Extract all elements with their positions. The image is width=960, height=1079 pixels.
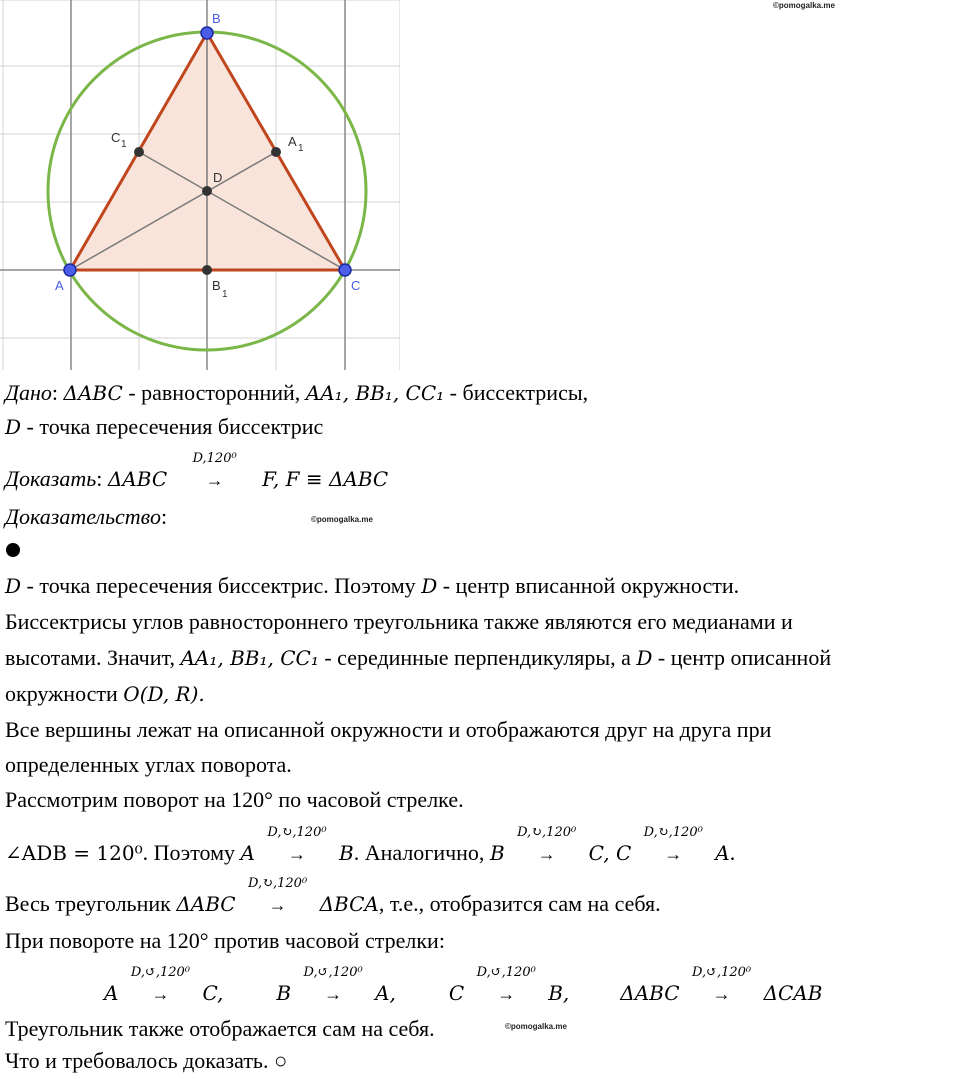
given-text-3: - точка пересечения биссектрис	[21, 414, 324, 439]
given-text-1: - равносторонний,	[122, 380, 306, 405]
cw-sup-3: D,↻,120⁰	[643, 825, 703, 840]
p9-abc: ΔABC	[176, 892, 236, 916]
cw-sup-4: D,↻,120⁰	[248, 876, 308, 891]
vertex-b	[201, 27, 213, 39]
geometry-figure	[0, 0, 400, 370]
proof-line-11: Треугольник также отображается сам на себя.	[5, 1016, 435, 1041]
p3-text-2: - серединные перпендикуляры, а	[318, 645, 637, 670]
given-point-d: D	[5, 415, 22, 439]
p4-text: окружности	[5, 681, 124, 706]
p8-a2: A	[715, 841, 730, 865]
prove-line: Доказать: ΔABC D,120⁰ → F, F ≡ ΔABC	[5, 464, 388, 495]
label-b1-sub: 1	[222, 289, 228, 300]
cw-sup-2: D,↻,120⁰	[517, 825, 577, 840]
ccw-arrow-1: D,↺,120⁰ →	[118, 978, 202, 1009]
given-line-2	[5, 412, 323, 442]
cw-arrow-2: D,↻,120⁰ →	[505, 838, 589, 869]
vertex-c	[339, 264, 351, 276]
label-d: D	[213, 170, 223, 185]
given-bisectors: AA₁, BB₁, CC₁	[305, 381, 445, 405]
proof-heading: Доказательство:	[5, 504, 168, 529]
proof-line-3	[5, 643, 831, 673]
r2-to: A,	[375, 981, 396, 1005]
watermark-bottom: ©pomogalka.me	[505, 1022, 567, 1031]
cw-arrow-1: D,↻,120⁰ →	[255, 838, 339, 869]
p1-text-2: - центр вписанной окружности.	[437, 573, 740, 598]
proof-line-1	[5, 571, 739, 601]
point-a1	[271, 147, 281, 157]
point-c1	[134, 147, 144, 157]
prove-word: Доказать	[5, 466, 97, 491]
proof-line-9	[5, 876, 661, 920]
p8-text-2: . Аналогично,	[353, 840, 490, 865]
label-a: A	[55, 278, 64, 293]
ccw-arrow-3: D,↺,120⁰ →	[464, 978, 548, 1009]
r3-from: C	[448, 981, 465, 1005]
vertex-a	[64, 264, 76, 276]
prove-arrow: D,120⁰ →	[173, 464, 257, 495]
cw-arrow-3: D,↻,120⁰ →	[631, 838, 715, 869]
point-b1	[202, 265, 212, 275]
r2-from: B	[276, 981, 292, 1005]
proof-line-5: Все вершины лежат на описанной окружности и отображаются друг на друга при	[5, 717, 772, 742]
proof-line-7: Рассмотрим поворот на 120° по часовой стрелке.	[5, 787, 464, 812]
p9-text-1: Весь треугольник	[5, 891, 177, 916]
r1-to: C,	[202, 981, 224, 1005]
ccw-sup-2: D,↺,120⁰	[303, 965, 363, 980]
ccw-arrow-2: D,↺,120⁰ →	[291, 978, 375, 1009]
ccw-sup-3: D,↺,120⁰	[476, 965, 536, 980]
proof-line-6: определенных углах поворота.	[5, 752, 292, 777]
proof-word: Доказательство	[5, 504, 161, 529]
p8-b2: B	[489, 841, 505, 865]
p4-circle: O(D, R).	[123, 682, 205, 706]
watermark-top: ©pomogalka.me	[773, 1, 835, 10]
p8-cc: C, C	[588, 841, 632, 865]
watermark-middle: ©pomogalka.me	[311, 515, 373, 524]
p3-bisectors: AA₁, BB₁, CC₁	[180, 646, 319, 670]
label-c1: C	[111, 130, 121, 145]
p1-text-1: - точка пересечения биссектрис. Поэтому	[21, 573, 422, 598]
given-line-1: Дано: ΔABC - равносторонний, AA₁, BB₁, CC₁ - биссектрисы,	[5, 380, 589, 405]
bullet	[6, 543, 20, 557]
p1-d: D	[5, 574, 22, 598]
p8-a: A	[240, 841, 255, 865]
ccw-sup-1: D,↺,120⁰	[130, 965, 191, 980]
label-b1: B	[212, 278, 221, 293]
proof-line-2: Биссектрисы углов равностороннего треугольника также являются его медианами и	[5, 609, 793, 634]
label-c: C	[351, 278, 361, 293]
given-text-2: - биссектрисы,	[444, 380, 589, 405]
prove-left: ΔABC	[107, 467, 168, 491]
p3-text-1: высотами. Значит,	[5, 645, 181, 670]
p9-text-2: , т.е., отобразится сам на себя.	[378, 891, 661, 916]
label-c1-sub: 1	[121, 139, 127, 150]
proof-line-8	[5, 825, 736, 869]
p8-dot: .	[729, 840, 736, 865]
label-b: B	[212, 11, 221, 26]
prove-arrow-sup: D,120⁰	[192, 451, 237, 466]
given-triangle: ΔABC	[63, 381, 123, 405]
label-a1: A	[288, 134, 297, 149]
ccw-rotations-row	[104, 965, 823, 1009]
angle-adb: ∠ADB = 120⁰	[5, 841, 143, 865]
p8-text-1: . Поэтому	[142, 840, 241, 865]
r3-to: B,	[548, 981, 570, 1005]
proof-line-10: При повороте на 120° против часовой стрелки:	[5, 928, 445, 953]
p8-b: B	[339, 841, 354, 865]
ccw-arrow-4: D,↺,120⁰ →	[680, 978, 764, 1009]
ccw-sup-4: D,↺,120⁰	[691, 965, 752, 980]
given-word: Дано	[5, 380, 52, 405]
prove-right: F, F ≡ ΔABC	[262, 467, 389, 491]
r1-from: A	[104, 981, 119, 1005]
p9-bca: ΔBCA	[319, 892, 379, 916]
point-d	[202, 186, 212, 196]
p3-d: D	[636, 646, 653, 670]
cw-sup-1: D,↻,120⁰	[267, 825, 327, 840]
proof-line-12: Что и требовалось доказать. ○	[5, 1048, 288, 1073]
p1-d2: D	[421, 574, 438, 598]
p3-text-3: - центр описанной	[652, 645, 832, 670]
cw-arrow-4: D,↻,120⁰ →	[236, 889, 320, 920]
proof-line-4	[5, 679, 205, 709]
r4-from: ΔABC	[620, 981, 680, 1005]
r4-to: ΔCAB	[763, 981, 823, 1005]
label-a1-sub: 1	[298, 143, 304, 154]
